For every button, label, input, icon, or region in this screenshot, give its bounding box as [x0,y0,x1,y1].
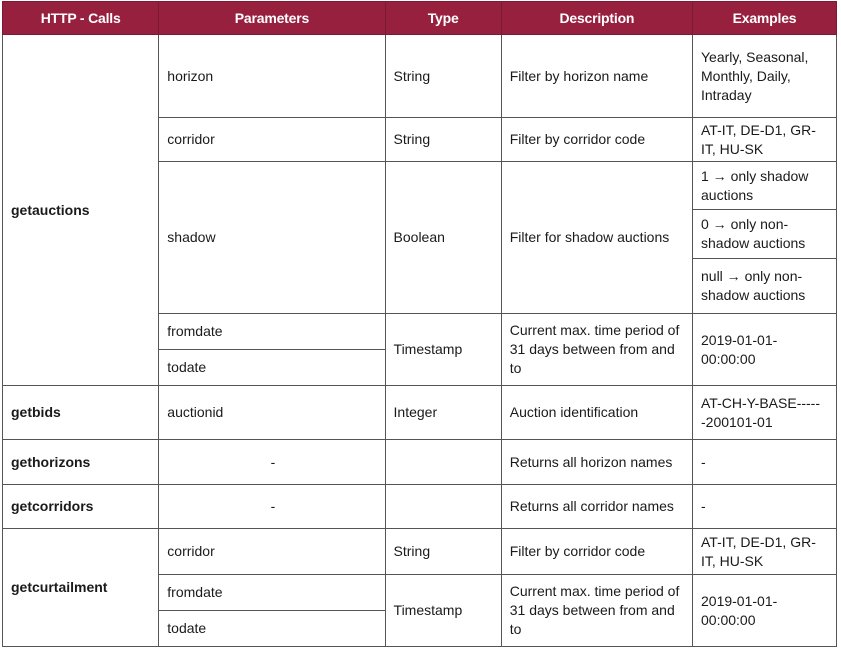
header-calls: HTTP - Calls [3,2,159,35]
example-cell: AT-IT, DE-D1, GR-IT, HU-SK [693,118,837,162]
call-getcorridors: getcorridors [3,485,159,529]
param-none: - [159,440,385,485]
example-cell: AT-IT, DE-D1, GR-IT, HU-SK [693,529,837,575]
description-cell: Current max. time period of 31 days between from and to [501,575,692,647]
header-type: Type [385,2,501,35]
param-none: - [159,485,385,529]
description-cell: Filter for shadow auctions [501,162,692,314]
param-horizon: horizon [159,35,385,118]
description-cell: Returns all horizon names [501,440,692,485]
type-cell [385,440,501,485]
table-row [3,386,837,440]
param-corridor: corridor [159,529,385,575]
example-cell: - [693,440,837,485]
type-cell: Boolean [385,162,501,314]
param-fromdate: fromdate [159,575,385,611]
description-cell: Filter by corridor code [501,529,692,575]
description-cell: Filter by horizon name [501,35,692,118]
type-cell: String [385,118,501,162]
param-corridor: corridor [159,118,385,162]
description-cell: Auction identification [501,386,692,440]
param-auctionid: auctionid [159,386,385,440]
description-cell: Returns all corridor names [501,485,692,529]
type-cell [385,485,501,529]
table-row [3,35,837,118]
api-calls-table [2,1,837,647]
table-header-row [3,2,837,35]
description-cell: Filter by corridor code [501,118,692,162]
param-fromdate: fromdate [159,314,385,350]
call-getcurtailment: getcurtailment [3,529,159,647]
example-cell: null → only non-shadow auctions [693,259,837,314]
example-cell: 2019-01-01-00:00:00 [693,575,837,647]
description-cell: Current max. time period of 31 days between from and to [501,314,692,386]
example-cell: 2019-01-01-00:00:00 [693,314,837,386]
header-examples: Examples [693,2,837,35]
type-cell: String [385,35,501,118]
type-cell: Integer [385,386,501,440]
example-cell: 0 → only non-shadow auctions [693,210,837,259]
call-getauctions: getauctions [3,35,159,386]
table-row [3,440,837,485]
type-cell: Timestamp [385,575,501,647]
example-cell: Yearly, Seasonal, Monthly, Daily, Intraday [693,35,837,118]
param-todate: todate [159,611,385,647]
type-cell: String [385,529,501,575]
param-todate: todate [159,350,385,386]
header-parameters: Parameters [159,2,385,35]
table-row [3,485,837,529]
call-gethorizons: gethorizons [3,440,159,485]
table-row [3,529,837,575]
example-cell: AT-CH-Y-BASE------200101-01 [693,386,837,440]
example-cell: 1 → only shadow auctions [693,162,837,210]
type-cell: Timestamp [385,314,501,386]
param-shadow: shadow [159,162,385,314]
call-getbids: getbids [3,386,159,440]
header-description: Description [501,2,692,35]
example-cell: - [693,485,837,529]
